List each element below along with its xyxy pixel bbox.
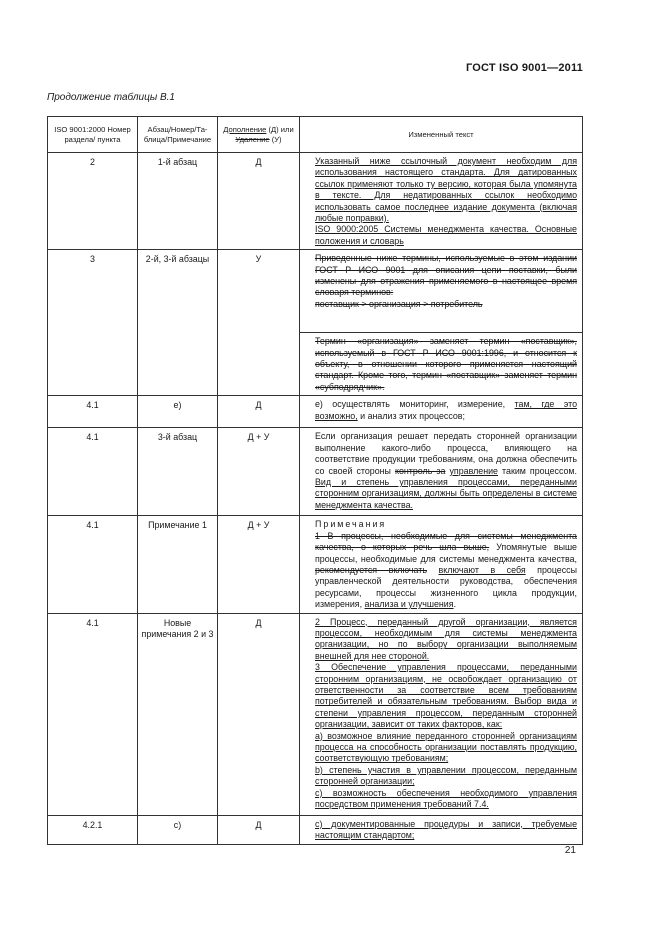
cell-mode: Д: [218, 396, 300, 428]
removed-text: Термин «организация» заменяет термин «поставщик», используемый в ГОСТ Р ИСО 9001:1996, и относится к объекту, в отношении которого применяется настоящий стандарт. Кроме того, термин «поставщик» заменяет термин «субподрядчик».: [315, 336, 577, 392]
note-text: [315, 531, 577, 611]
note-title: Примечания: [315, 519, 387, 530]
text-part: .: [453, 599, 457, 610]
cell-mode: У: [218, 250, 300, 396]
text-part: [427, 565, 439, 575]
cell-section: 4.1: [48, 516, 138, 613]
page-number: 21: [564, 845, 576, 856]
text-part: Если организация решает передать сторонней организации выполнение какого-либо процесса, влияющего на соответствие продукции требованиям, она должна обеспечить со своей стороны: [315, 431, 577, 476]
text-part: таким процессом.: [498, 465, 578, 476]
header-paragraph: Абзац/Номер/Та-блица/Примечание: [138, 117, 218, 153]
added-text: c) документированные процедуры и записи, требуемые настоящим стандартом;: [315, 818, 577, 840]
removed-text: Приведенные ниже термины, используемые в этом издании ГОСТ Р ИСО 9001 для описания цепи поставки, были изменены для отражения применяемого в настоящее время словаря терминов:: [315, 253, 577, 298]
removed-chain: поставщик > организация > потребитель: [315, 298, 483, 309]
removed-phrase: рекомендуется включать: [315, 564, 427, 575]
text-part: Упомянутые выше процессы, необходимые для системы менеджмента качества,: [315, 542, 577, 564]
table-row: [48, 396, 583, 428]
cell-mode: Д + У: [218, 516, 300, 613]
note-3-item-a: a) возможное влияние переданного сторонней организациям процесса на способность организации поставлять продукцию, соответствующую требованиям;: [315, 730, 577, 764]
header-remove-mark: (У): [269, 134, 282, 144]
added-phrase: там, где это возможно,: [315, 399, 578, 421]
table-row: [48, 250, 583, 333]
added-reference: ISO 9000:2005 Системы менеджмента качества. Основные положения и словарь: [315, 224, 577, 246]
cell-section: 3: [48, 250, 138, 396]
header-add-sep: (Д) или: [266, 124, 294, 134]
cell-mode: Д: [218, 613, 300, 815]
cell-mode: Д: [218, 153, 300, 250]
cell-paragraph: Новые примечания 2 и 3: [138, 613, 218, 815]
cell-section: 4.1: [48, 613, 138, 815]
note-3: 3 Обеспечение управления процессами, переданными сторонним организациям, не освобождает организацию от ответственности за соответствие всем требованиям потребителей и обязательным требованиям. Выбор вида и степени управления процессом, переданным сторонней организации, зависит от таких факторов, как:: [315, 662, 577, 730]
item-text: [315, 431, 577, 511]
cell-text: [300, 396, 583, 428]
table-row: [48, 153, 583, 250]
cell-paragraph: Примечание 1: [138, 516, 218, 613]
cell-paragraph: 1-й абзац: [138, 153, 218, 250]
cell-section: 4.1: [48, 396, 138, 428]
note-3-item-b: b) степень участия в управлении процессом, переданным сторонней организации;: [315, 764, 577, 787]
text-part: и анализ этих процессов;: [357, 410, 465, 421]
added-text: Указанный ниже ссылочный документ необходим для использования настоящего стандарта. Для датированных ссылок применяют только ту версию, которая была упомянута в тексте. Для недатированных ссылок необходимо использовать самое последнее издание документа (включая любые поправки).: [315, 156, 577, 224]
removed-phrase: 1 В процессы, необходимые для системы менеджмента качества, о которых речь шла выше,: [315, 530, 577, 553]
added-phrase: управление: [449, 465, 498, 476]
cell-mode: Д + У: [218, 428, 300, 516]
added-sentence: Вид и степень управления процессами, переданными сторонним организациям, должны быть определены в системе менеджмента качества.: [315, 476, 577, 510]
added-phrase: анализа и улучшения: [364, 599, 454, 610]
item-text: [315, 399, 577, 422]
cell-paragraph: 2-й, 3-й абзацы: [138, 250, 218, 396]
cell-text: [300, 333, 583, 396]
cell-section: 4.1: [48, 428, 138, 516]
cell-section: 4.2.1: [48, 815, 138, 844]
cell-text: [300, 428, 583, 516]
table-row: [48, 613, 583, 815]
cell-text: [300, 250, 583, 333]
cell-text: [300, 613, 583, 815]
cell-mode: Д: [218, 815, 300, 844]
cell-paragraph: 3-й абзац: [138, 428, 218, 516]
added-phrase: включают в себя: [438, 564, 526, 575]
header-remove-label: Удаление: [235, 134, 270, 144]
header-changed-text: Измененный текст: [300, 117, 583, 153]
table-caption: Продолжение таблицы В.1: [47, 92, 175, 103]
cell-text: [300, 153, 583, 250]
header-section-number: ISO 9001:2000 Номер раздела/ пункта: [48, 117, 138, 153]
header-add-label: Дополнение: [223, 124, 267, 134]
table-header-row: [48, 117, 583, 153]
removed-phrase: контроль за: [394, 465, 446, 476]
text-part: e) осуществлять мониторинг, измерение,: [315, 399, 515, 410]
table-row: [48, 516, 583, 613]
header-add-remove: [218, 117, 300, 153]
table-row: [48, 815, 583, 844]
document-header: ГОСТ ISO 9001—2011: [465, 62, 583, 74]
cell-paragraph: e): [138, 396, 218, 428]
changes-table: [47, 116, 583, 845]
text-part: процессы управленческой деятельности руководства, обеспечения ресурсами, процессы жизненного цикла продукции, измерения,: [315, 564, 577, 610]
note-2: 2 Процесс, переданный другой организации, является процессом, необходимым для системы менеджмента организации, но по выбору организации выполняемым внешней для нее стороной.: [315, 616, 577, 661]
cell-section: 2: [48, 153, 138, 250]
table-row: [48, 428, 583, 516]
cell-text: [300, 815, 583, 844]
note-3-item-c: c) возможность обеспечения необходимого управления посредством применения требований 7.4.: [315, 787, 577, 810]
cell-paragraph: c): [138, 815, 218, 844]
cell-text: [300, 516, 583, 613]
